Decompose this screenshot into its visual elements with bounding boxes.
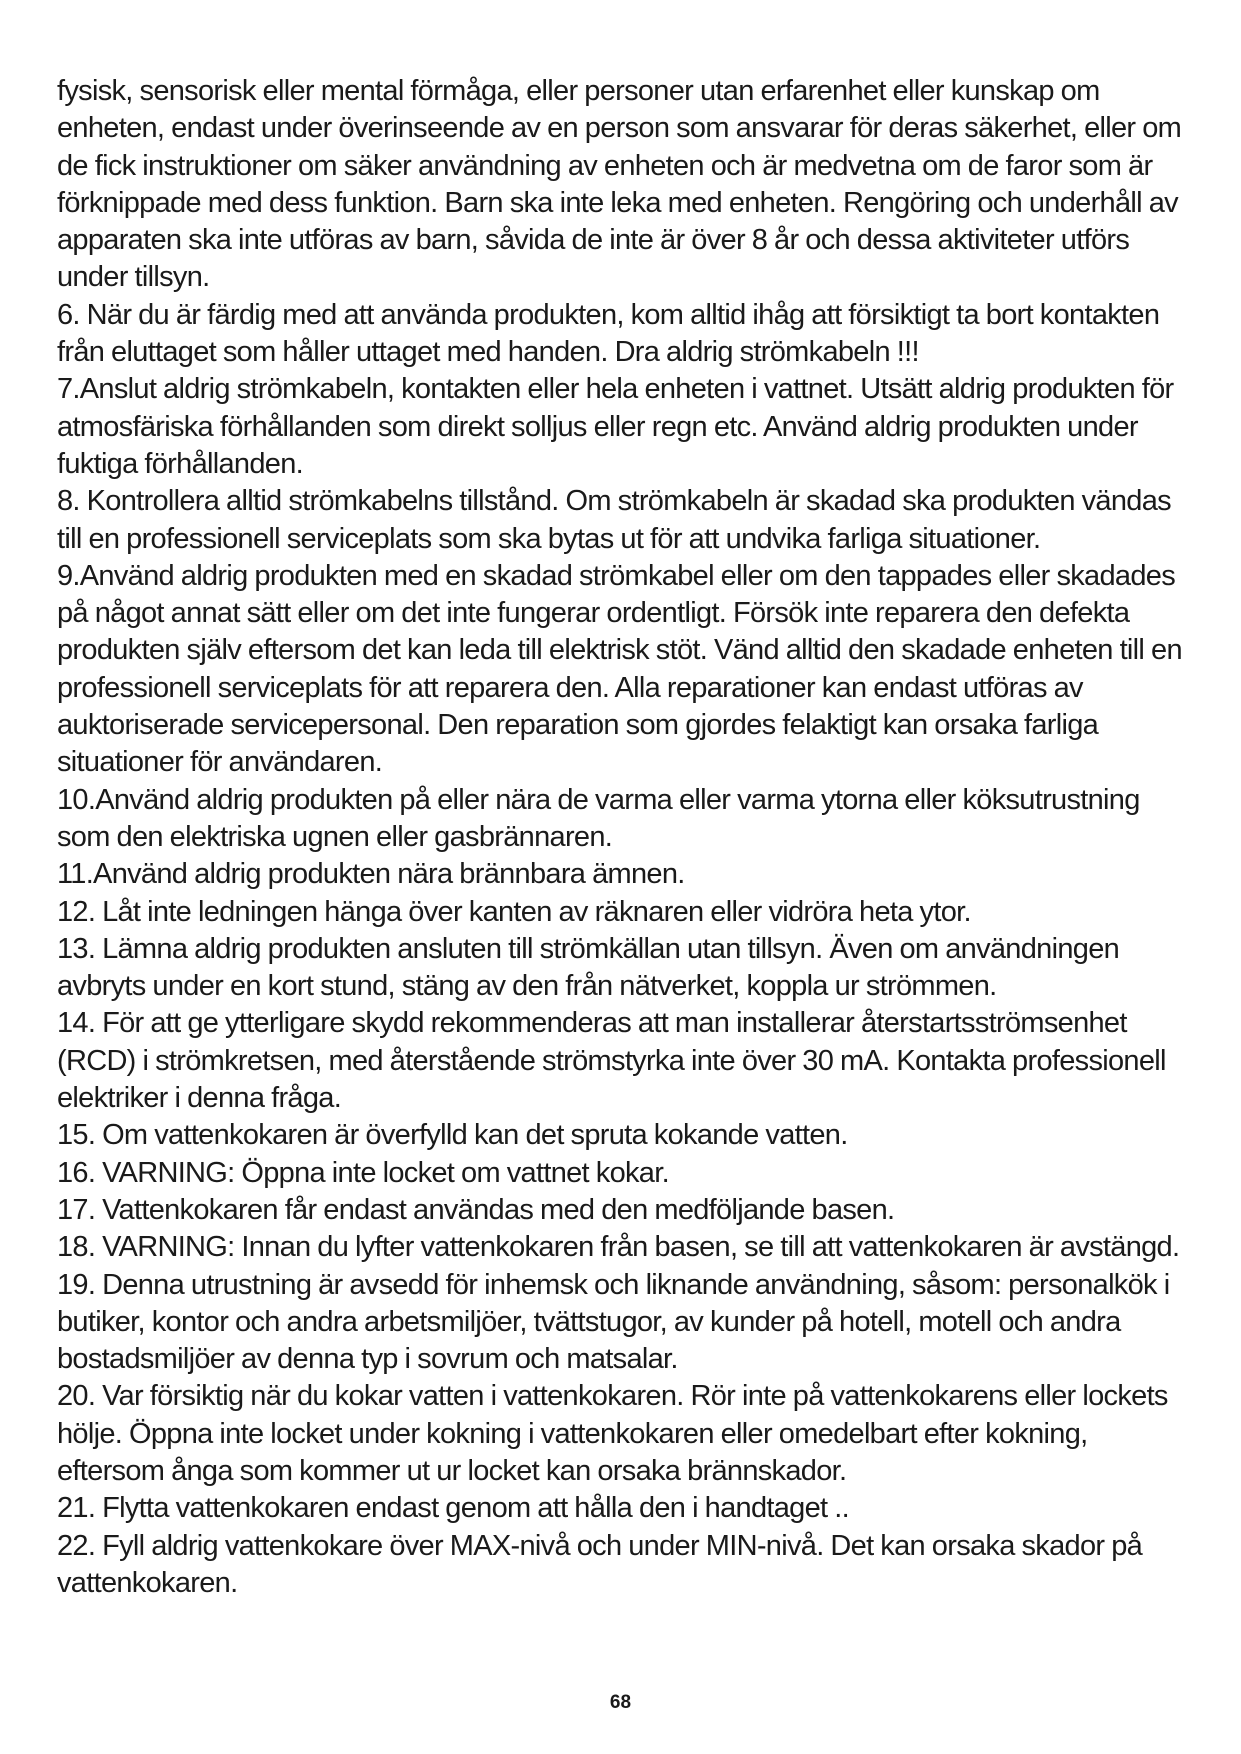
page-number: 68 [609,1692,632,1713]
instruction-9: 9.Använd aldrig produkten med en skadad strömkabel eller om den tappades eller skadades på något annat sätt eller om det inte fungerar ordentligt. Försök inte reparera den defekta produkten själv eftersom det kan leda till elektrisk stöt. Vänd alltid den skadade enheten till en professionell serviceplats för att reparera den. Alla reparationer kan endast utföras av auktoriserade servicepersonal. Den reparation som gjordes felaktigt kan orsaka farliga situationer för användaren. [57,559,1182,779]
instruction-19: 19. Denna utrustning är avsedd för inhemsk och liknande användning, såsom: personalkök i butiker, kontor och andra arbetsmiljöer, tvättstugor, av kunder på hotell, motell och andra bostadsmiljöer av denna typ i sovrum och matsalar. [57,1268,1170,1376]
instruction-13: 13. Lämna aldrig produkten ansluten till strömkällan utan tillsyn. Även om användningen avbryts under en kort stund, stäng av den från nätverket, koppla ur strömmen. [57,932,1120,1003]
instruction-21: 21. Flytta vattenkokaren endast genom att hålla den i handtaget .. [57,1492,849,1525]
instruction-12: 12. Låt inte ledningen hänga över kanten av räknaren eller vidröra heta ytor. [57,895,971,928]
instruction-18: 18. VARNING: Innan du lyfter vattenkokaren från basen, se till att vattenkokaren är avstängd. [57,1231,1180,1264]
instruction-6: 6. När du är färdig med att använda produkten, kom alltid ihåg att försiktigt ta bort kontakten från eluttaget som håller uttaget med handen. Dra aldrig strömkabeln !!! [57,298,1160,369]
instruction-11: 11.Använd aldrig produkten nära brännbara ämnen. [57,858,685,891]
instruction-22: 22. Fyll aldrig vattenkokare över MAX-nivå och under MIN-nivå. Det kan orsaka skador på vattenkokaren. [57,1529,1143,1599]
safety-instructions-text [57,73,1197,1602]
instruction-16: 16. VARNING: Öppna inte locket om vattnet kokar. [57,1156,669,1189]
instruction-20: 20. Var försiktig när du kokar vatten i vattenkokaren. Rör inte på vattenkokarens eller lockets hölje. Öppna inte locket under kokning i vattenkokaren eller omedelbart efter kokning, eftersom ånga som kommer ut ur locket kan orsaka brännskador. [57,1380,1168,1487]
paragraph-continuation: fysisk, sensorisk eller mental förmåga, eller personer utan erfarenhet eller kunskap om enheten, endast under överinseende av en person som ansvarar för deras säkerhet, eller om de fick instruktioner om säker användning av enheten och är medvetna om de faror som är förknippade med dess funktion. Barn ska inte leka med enheten. Rengöring och underhåll av apparaten ska inte utföras av barn, såvida de inte är över 8 år och dessa aktiviteter utförs under tillsyn. [57,75,1182,294]
instruction-15: 15. Om vattenkokaren är överfylld kan det spruta kokande vatten. [57,1119,848,1152]
instruction-10: 10.Använd aldrig produkten på eller nära de varma eller varma ytorna eller köksutrustning som den elektriska ugnen eller gasbrännaren. [57,783,1140,853]
instruction-8: 8. Kontrollera alltid strömkabelns tillstånd. Om strömkabeln är skadad ska produkten vändas till en professionell serviceplats som ska bytas ut för att undvika farliga situationer. [57,485,1171,555]
instruction-17: 17. Vattenkokaren får endast användas med den medföljande basen. [57,1193,895,1226]
instruction-14: 14. För att ge ytterligare skydd rekommenderas att man installerar återstartsströmsenhet (RCD) i strömkretsen, med återstående strömstyrka inte över 30 mA. Kontakta professionell elektriker i denna fråga. [57,1007,1166,1115]
instruction-7: 7.Anslut aldrig strömkabeln, kontakten eller hela enheten i vattnet. Utsätt aldrig produkten för atmosfäriska förhållanden som direkt solljus eller regn etc. Använd aldrig produkten under fuktiga förhållanden. [57,373,1174,480]
